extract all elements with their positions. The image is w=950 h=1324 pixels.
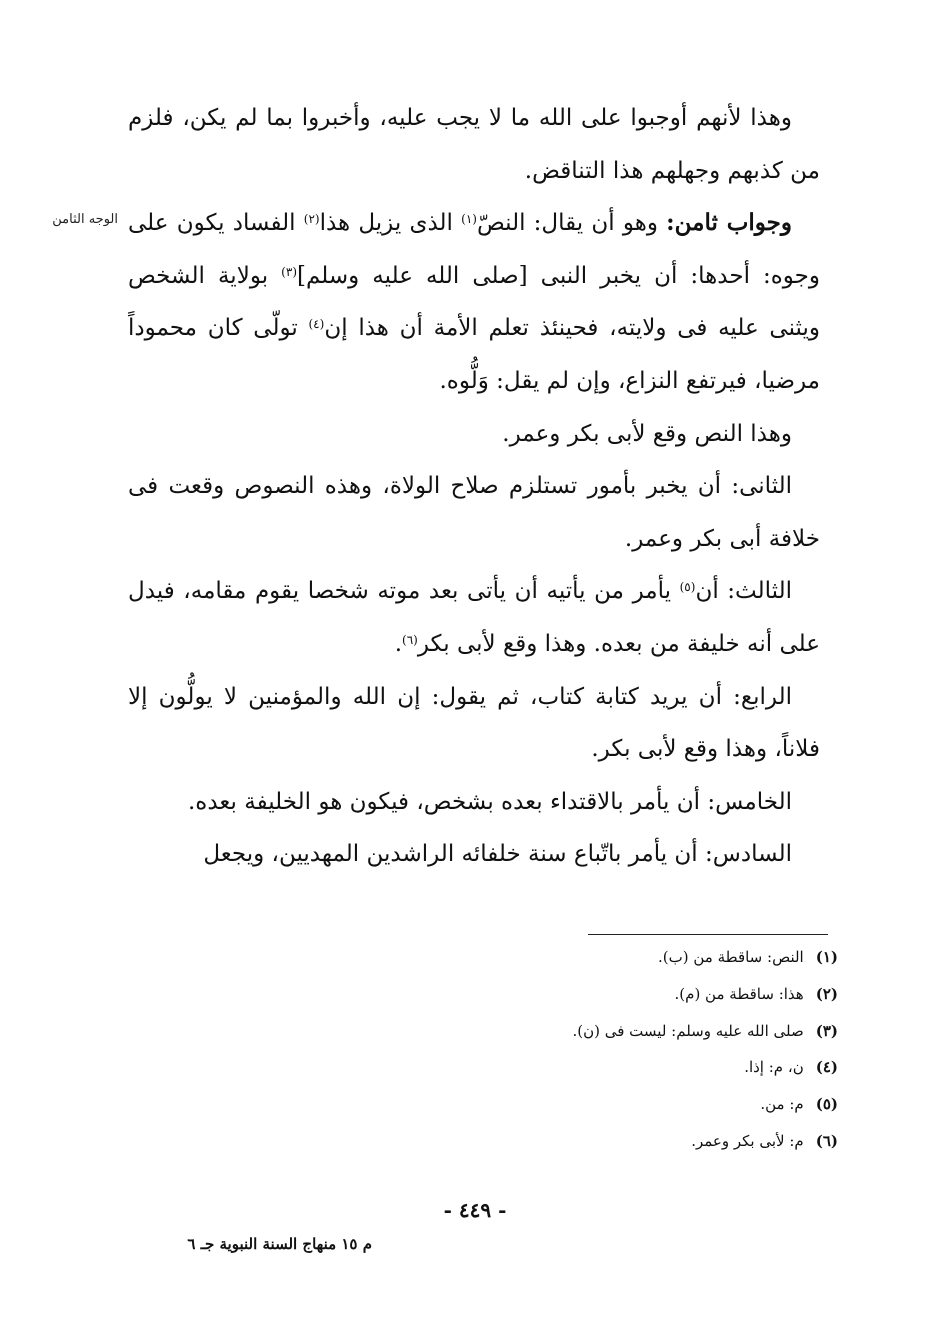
footnote-text: م: لأبى بكر وعمر. xyxy=(691,1131,804,1150)
paragraph-6: الرابع: أن يريد كتابة كتاب، ثم يقول: إن الله والمؤمنين لا يولُّون إلا فلاناً، وهذا وقع لأبى بكر. xyxy=(128,683,820,763)
footnote-ref-2: (٢) xyxy=(303,212,320,227)
page-number: - ٤٤٩ - xyxy=(443,1198,507,1222)
printer-signature: م ١٥ منهاج السنة النبوية جـ ٦ xyxy=(187,1235,372,1253)
footnote-number: (٣) xyxy=(815,1021,838,1040)
footnote-number: (١) xyxy=(815,948,838,966)
footnote-ref-5: (٥) xyxy=(679,580,696,595)
footnote-number: (٤) xyxy=(815,1058,838,1077)
footnote-ref-4: (٤) xyxy=(308,317,325,332)
paragraph-4: الثانى: أن يخبر بأمور تستلزم صلاح الولاة، وهذه النصوص وقعت فى خلافة أبى بكر وعمر. xyxy=(128,473,820,552)
footnote-number: (٦) xyxy=(815,1131,838,1150)
footnote-item xyxy=(400,1013,838,1050)
footnote-item xyxy=(400,939,838,976)
paragraph-3: وهذا النص وقع لأبى بكر وعمر. xyxy=(502,420,792,447)
footnote-text: هذا: ساقطة من (م). xyxy=(674,984,804,1003)
paragraph-5-text-c: . xyxy=(394,630,403,657)
footnote-number: (٥) xyxy=(815,1095,838,1114)
main-text xyxy=(128,92,820,881)
paragraph-5-text-a: الثالث: أن xyxy=(695,578,792,605)
footnote-item xyxy=(400,976,838,1013)
footnote-text: النص: ساقطة من (ب). xyxy=(658,948,804,966)
paragraph-7: الخامس: أن يأمر بالاقتداء بعده بشخص، فيكون هو الخليفة بعده. xyxy=(188,788,792,815)
paragraph-5-text-b: يأمر من يأتيه أن يأتى بعد موته شخصا يقوم مقامه، فيدل على أنه خليفة من بعده. وهذا وقع لأبى بكر xyxy=(128,578,820,657)
paragraph-2-text-e: تولّى كان محموداً مرضيا، فيرتفع النزاع، وإن لم يقل: وَلُّوه. xyxy=(128,315,820,394)
footnote-ref-6: (٦) xyxy=(402,632,418,647)
paragraph-1: وهذا لأنهم أوجبوا على الله ما لا يجب عليه، وأخبروا بما لم يكن، فلزم من كذبهم وجهلهم هذا التناقض. xyxy=(128,105,820,184)
paragraph-2 xyxy=(128,197,820,407)
footnote-number: (٢) xyxy=(815,984,838,1003)
footnote-item xyxy=(400,1049,838,1086)
margin-note: الوجه الثامن xyxy=(52,212,118,227)
footnotes xyxy=(400,939,838,1160)
section-heading: وجواب ثامن: xyxy=(666,209,792,237)
footnote-ref-1: (١) xyxy=(461,212,477,227)
footnote-item xyxy=(400,1123,838,1160)
paragraph-2-text-a: وهو أن يقال: النصّ xyxy=(476,210,658,237)
footnote-text: ن، م: إذا. xyxy=(744,1058,804,1077)
paragraph-2-text-d: بولاية الشخص ويثنى عليه فى ولايته، فحينئذ تعلم الأمة أن هذا إن xyxy=(128,262,820,342)
paragraph-5 xyxy=(128,565,820,670)
paragraph-8: السادس: أن يأمر باتّباع سنة خلفائه الراشدين المهديين، ويجعل xyxy=(203,841,792,868)
footnote-divider xyxy=(588,934,828,935)
paragraph-2-text-b: الذى يزيل هذا xyxy=(319,210,453,237)
footnote-text: م: من. xyxy=(760,1095,804,1114)
footnote-text: صلى الله عليه وسلم: ليست فى (ن). xyxy=(572,1021,804,1040)
paragraph-2-text-c: الفساد يكون على وجوه: أحدها: أن يخبر النبى [صلى الله عليه وسلم] xyxy=(128,210,821,289)
footnote-item xyxy=(400,1086,838,1123)
footnote-ref-3: (٣) xyxy=(281,264,297,279)
